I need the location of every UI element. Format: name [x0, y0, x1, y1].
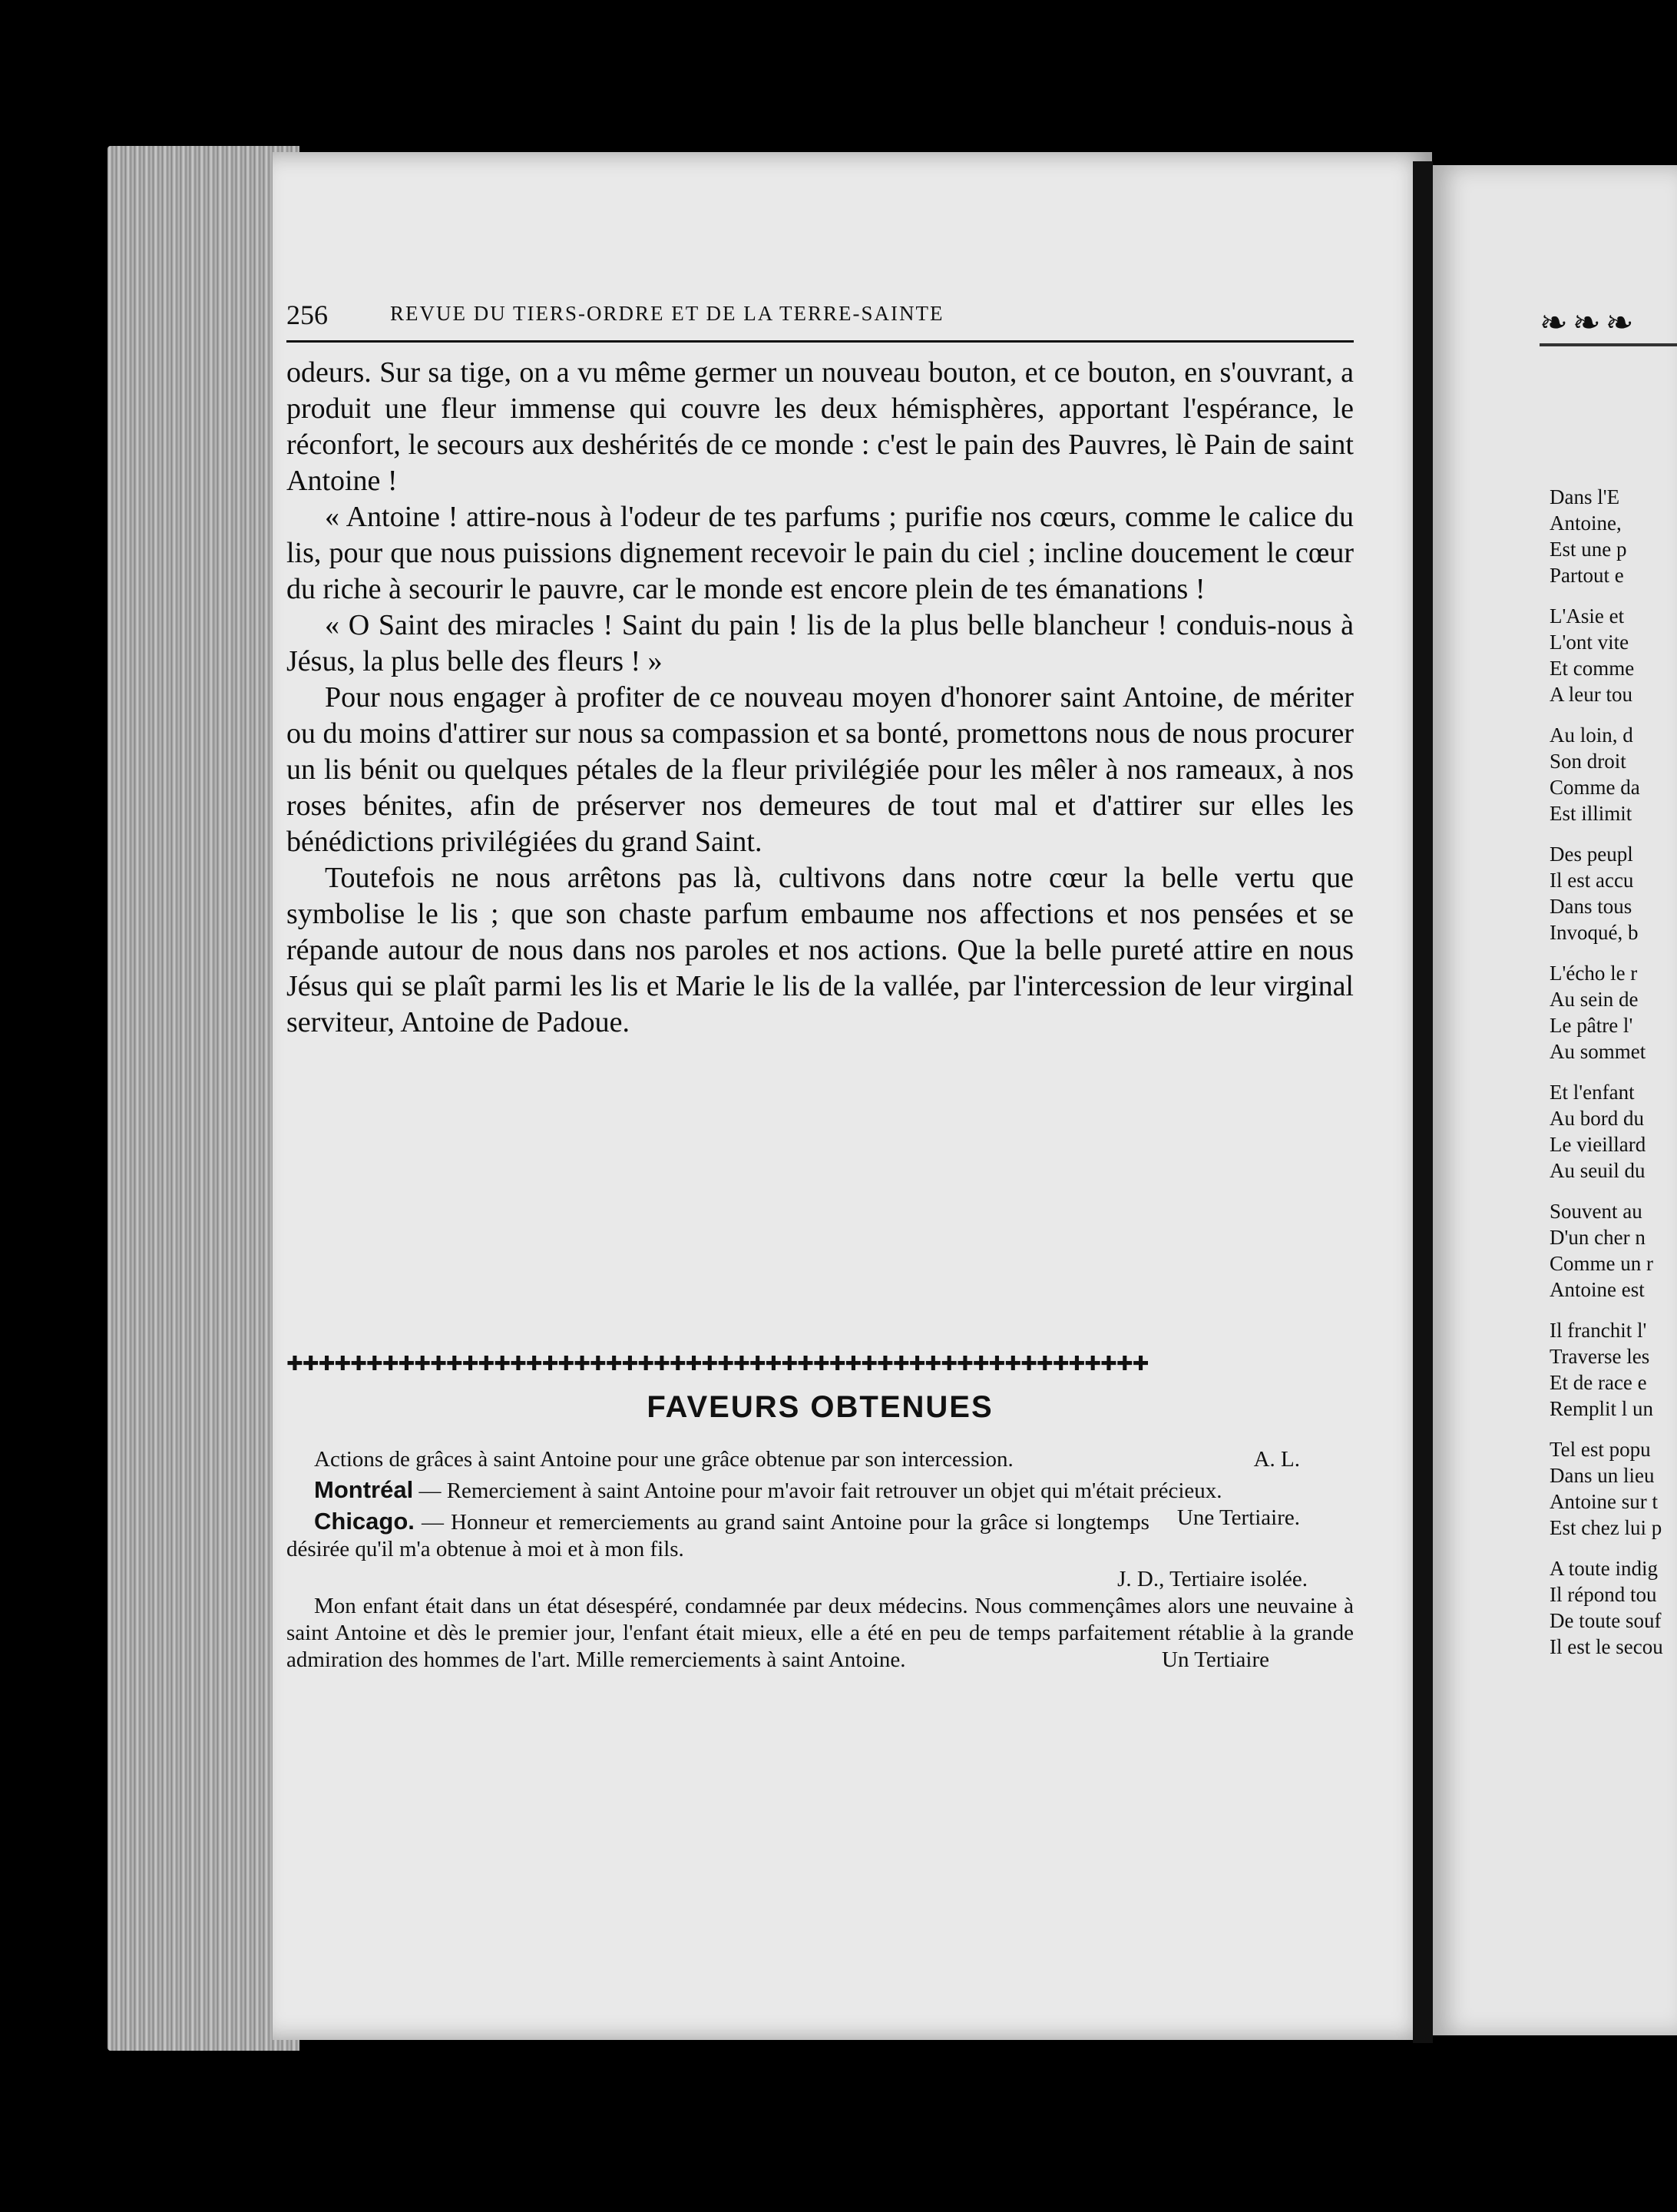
book-gutter	[1413, 161, 1433, 2043]
poem-line: Traverse les	[1550, 1345, 1650, 1368]
poem-line: Au loin, d	[1550, 724, 1633, 747]
poem-line: Il répond tou	[1550, 1583, 1657, 1606]
favor-text: — Honneur et remerciements au grand saint Antoine pour la grâce si longtemps désirée qu'il m'a obtenue à moi et à mon fils.	[286, 1510, 1149, 1561]
poem-line: Est une p	[1550, 538, 1627, 561]
poem-stanza	[1550, 484, 1677, 588]
poem-line: Et comme	[1550, 657, 1635, 680]
poem-line: A leur tou	[1550, 683, 1632, 706]
page-number: 256	[286, 300, 328, 330]
poem-line: Et de race e	[1550, 1371, 1647, 1394]
poem-stanza	[1550, 1317, 1677, 1422]
poem-stanza	[1550, 1436, 1677, 1541]
poem-line: Au bord du	[1550, 1107, 1644, 1130]
poem-line: Partout e	[1550, 564, 1624, 587]
poem-line: Comme da	[1550, 776, 1640, 799]
poem	[1550, 484, 1677, 1674]
favor-text: Mon enfant était dans un état désespéré, condamnée par deux médecins. Nous commençâmes alors une neuvaine à saint Antoine et dès le premier jour, l'enfant était mieux, elle a été en peu de temps parfaitement rétablie à la grande admiration des hommes de l'art. Mille remerciements à saint Antoine.	[286, 1594, 1354, 1672]
favor-city: Montréal	[314, 1476, 414, 1503]
poem-line: Son droit	[1550, 750, 1626, 773]
poem-line: Comme un r	[1550, 1252, 1653, 1275]
favor-signature-row	[286, 1566, 1354, 1593]
poem-stanza	[1550, 1198, 1677, 1303]
poem-line: Il franchit l'	[1550, 1319, 1647, 1342]
poem-line: Dans tous	[1550, 895, 1632, 918]
poem-line: De toute souf	[1550, 1609, 1662, 1632]
poem-line: A toute indig	[1550, 1557, 1658, 1580]
body-paragraph: « Antoine ! attire-nous à l'odeur de tes parfums ; purifie nos cœurs, comme le calice du lis, pour que nous puissions dignement recevoir le pain du ciel ; incline doucement le cœur du riche à secourir le pauvre, car le monde est encore plein de tes émanations !	[286, 501, 1354, 605]
poem-line: Au sein de	[1550, 988, 1639, 1011]
favor-signature: Un Tertiaire	[1162, 1647, 1269, 1672]
poem-line: Il est le secou	[1550, 1635, 1663, 1658]
poem-stanza	[1550, 841, 1677, 945]
poem-line: L'Asie et	[1550, 604, 1625, 628]
poem-line: Antoine sur t	[1550, 1490, 1658, 1513]
book-page-edges	[108, 146, 299, 2051]
right-page-ornament-rule	[1540, 343, 1677, 346]
poem-line: Le vieillard	[1550, 1133, 1646, 1156]
right-page-ornament: ❧❧❧	[1540, 303, 1639, 343]
poem-line: L'écho le r	[1550, 962, 1638, 985]
body-paragraph: Toutefois ne nous arrêtons pas là, cultivons dans notre cœur la belle vertu que symbolise le lis ; que son chaste parfum embaume nos affections et nos pensées et se répande autour de nous dans nos paroles et nos actions. Que la belle pureté attire en nous Jésus qui se plaît parmi les lis et Marie le lis de la vallée, par l'intercession de leur virginal serviteur, Antoine de Padoue.	[286, 862, 1354, 1038]
poem-line: Invoqué, b	[1550, 921, 1639, 944]
poem-stanza	[1550, 960, 1677, 1065]
favor-city: Chicago.	[314, 1508, 415, 1535]
poem-stanza	[1550, 1555, 1677, 1660]
favor-signature: A. L.	[1253, 1447, 1300, 1472]
poem-line: Antoine est	[1550, 1278, 1645, 1301]
poem-line: D'un cher n	[1550, 1226, 1646, 1249]
poem-line: Et l'enfant	[1550, 1081, 1635, 1104]
poem-line: Antoine,	[1550, 512, 1622, 535]
favor-signature: J. D., Tertiaire isolée.	[1117, 1567, 1308, 1591]
poem-stanza	[1550, 603, 1677, 707]
poem-line: Tel est popu	[1550, 1438, 1651, 1461]
article-body	[286, 355, 1354, 1041]
favor-text: — Remerciement à saint Antoine pour m'avoir fait retrouver un objet qui m'était précieux.	[413, 1479, 1222, 1503]
poem-line: Est chez lui p	[1550, 1516, 1662, 1539]
poem-stanza	[1550, 1079, 1677, 1184]
favor-entry	[286, 1446, 1354, 1473]
favors-list	[286, 1446, 1354, 1677]
poem-line: Au sommet	[1550, 1040, 1646, 1063]
poem-line: Dans l'E	[1550, 485, 1620, 508]
poem-line: Dans un lieu	[1550, 1464, 1655, 1487]
running-header	[286, 294, 1354, 343]
header-title: REVUE DU TIERS-ORDRE ET DE LA TERRE-SAINTE	[390, 302, 944, 325]
poem-stanza	[1550, 722, 1677, 826]
poem-line: L'ont vite	[1550, 631, 1629, 654]
section-title: FAVEURS OBTENUES	[647, 1390, 994, 1424]
favor-signature: Une Tertiaire.	[1176, 1505, 1300, 1530]
body-paragraph: odeurs. Sur sa tige, on a vu même germer un nouveau bouton, et ce bouton, en s'ouvrant, a produit une fleur immense qui couvre les deux hémisphères, apportant l'espérance, le réconfort, le secours aux deshérités de ce monde : c'est le pain des Pauvres, lè Pain de saint Antoine !	[286, 356, 1354, 497]
poem-line: Souvent au	[1550, 1200, 1642, 1223]
poem-line: Il est accu	[1550, 869, 1634, 892]
poem-line: Remplit l un	[1550, 1397, 1653, 1420]
body-paragraph: Pour nous engager à profiter de ce nouveau moyen d'honorer saint Antoine, de mériter ou du moins d'attirer sur nous sa compassion et sa bonté, promettons nous de nous procurer un lis bénit ou quelques pétales de la fleur privilégiée pour les mêler à nos rameaux, à nos roses bénites, afin de préserver nos demeures de tout mal et d'attirer sur elles les bénédictions privilégiées du grand Saint.	[286, 681, 1354, 858]
body-paragraph: « O Saint des miracles ! Saint du pain ! lis de la plus belle blancheur ! conduis-nous à Jésus, la plus belle des fleurs ! »	[286, 609, 1354, 677]
favor-text: Actions de grâces à saint Antoine pour une grâce obtenue par son intercession.	[314, 1447, 1014, 1472]
poem-line: Le pâtre l'	[1550, 1014, 1633, 1037]
favor-entry	[286, 1593, 1354, 1674]
poem-line: Est illimit	[1550, 802, 1632, 825]
poem-line: Des peupl	[1550, 843, 1633, 866]
ornamental-divider: ✚✚✚✚✚✚✚✚✚✚✚✚✚✚✚✚✚✚✚✚✚✚✚✚✚✚✚✚✚✚✚✚✚✚✚✚✚✚✚✚✚✚✚✚✚✚✚✚✚✚✚✚✚✚	[286, 1354, 1149, 1374]
poem-line: Au seuil du	[1550, 1159, 1646, 1182]
